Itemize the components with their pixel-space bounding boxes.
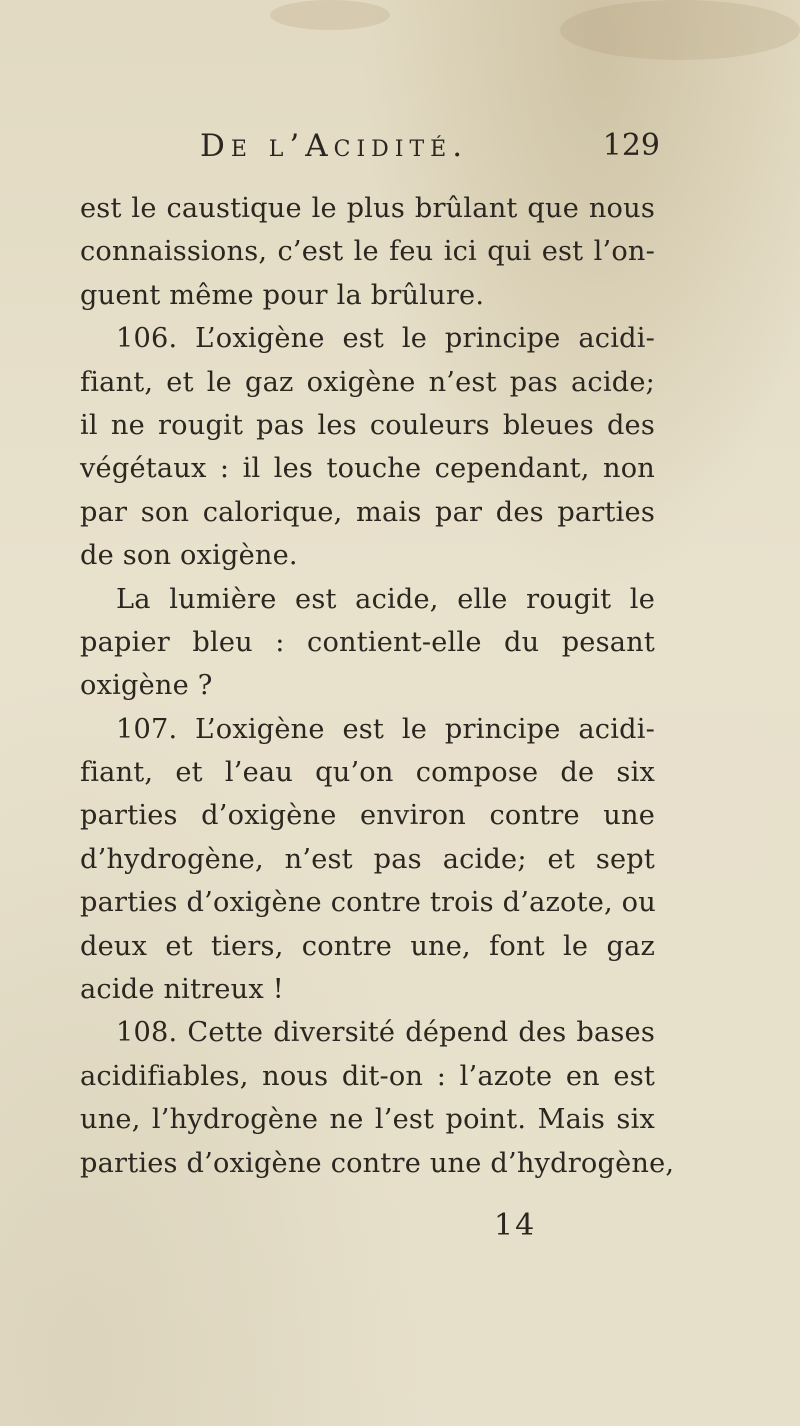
paper-stain (270, 0, 390, 30)
text-line: végétaux : il les touche cependant, non (80, 453, 655, 485)
text-line: 107. L’oxigène est le principe acidi- (116, 713, 655, 745)
text-line: connaissions, c’est le feu ici qui est l’on- (80, 236, 655, 268)
text-line: deux et tiers, contre une, font le gaz (80, 930, 655, 962)
running-title: De l’Acidité. (200, 128, 469, 164)
text-line: par son calorique, mais par des parties (80, 496, 655, 528)
body-text (80, 187, 675, 1185)
text-line: guent même pour la brûlure. (80, 279, 485, 311)
text-line: papier bleu : contient-elle du pesant (80, 626, 655, 658)
text-line: 108. Cette diversité dépend des bases (116, 1017, 655, 1049)
text-line: acidifiables, nous dit-on : l’azote en est (80, 1060, 655, 1092)
paper-stain (560, 0, 800, 60)
text-line: d’hydrogène, n’est pas acide; et sept (80, 843, 655, 875)
signature-mark: 14 (494, 1208, 537, 1243)
text-line: fiant, et le gaz oxigène n’est pas acide; (80, 366, 655, 398)
text-line: parties d’oxigène contre trois d’azote, ou (80, 887, 656, 919)
text-line: parties d’oxigène contre une d’hydrogène, (80, 1147, 675, 1179)
text-line: La lumière est acide, elle rougit le (116, 583, 655, 615)
page-header (200, 128, 660, 172)
text-line: fiant, et l’eau qu’on compose de six (80, 757, 655, 789)
text-line: parties d’oxigène environ contre une (80, 800, 655, 832)
text-line: de son oxigène. (80, 540, 298, 572)
text-line: oxigène ? (80, 670, 213, 702)
text-line: est le caustique le plus brûlant que nous (80, 193, 655, 224)
text-line: 106. L’oxigène est le principe acidi- (116, 323, 655, 355)
page-number: 129 (602, 128, 660, 163)
text-line: il ne rougit pas les couleurs bleues des (80, 409, 655, 441)
text-line: acide nitreux ! (80, 974, 284, 1006)
text-line: une, l’hydrogène ne l’est point. Mais six (80, 1104, 655, 1136)
